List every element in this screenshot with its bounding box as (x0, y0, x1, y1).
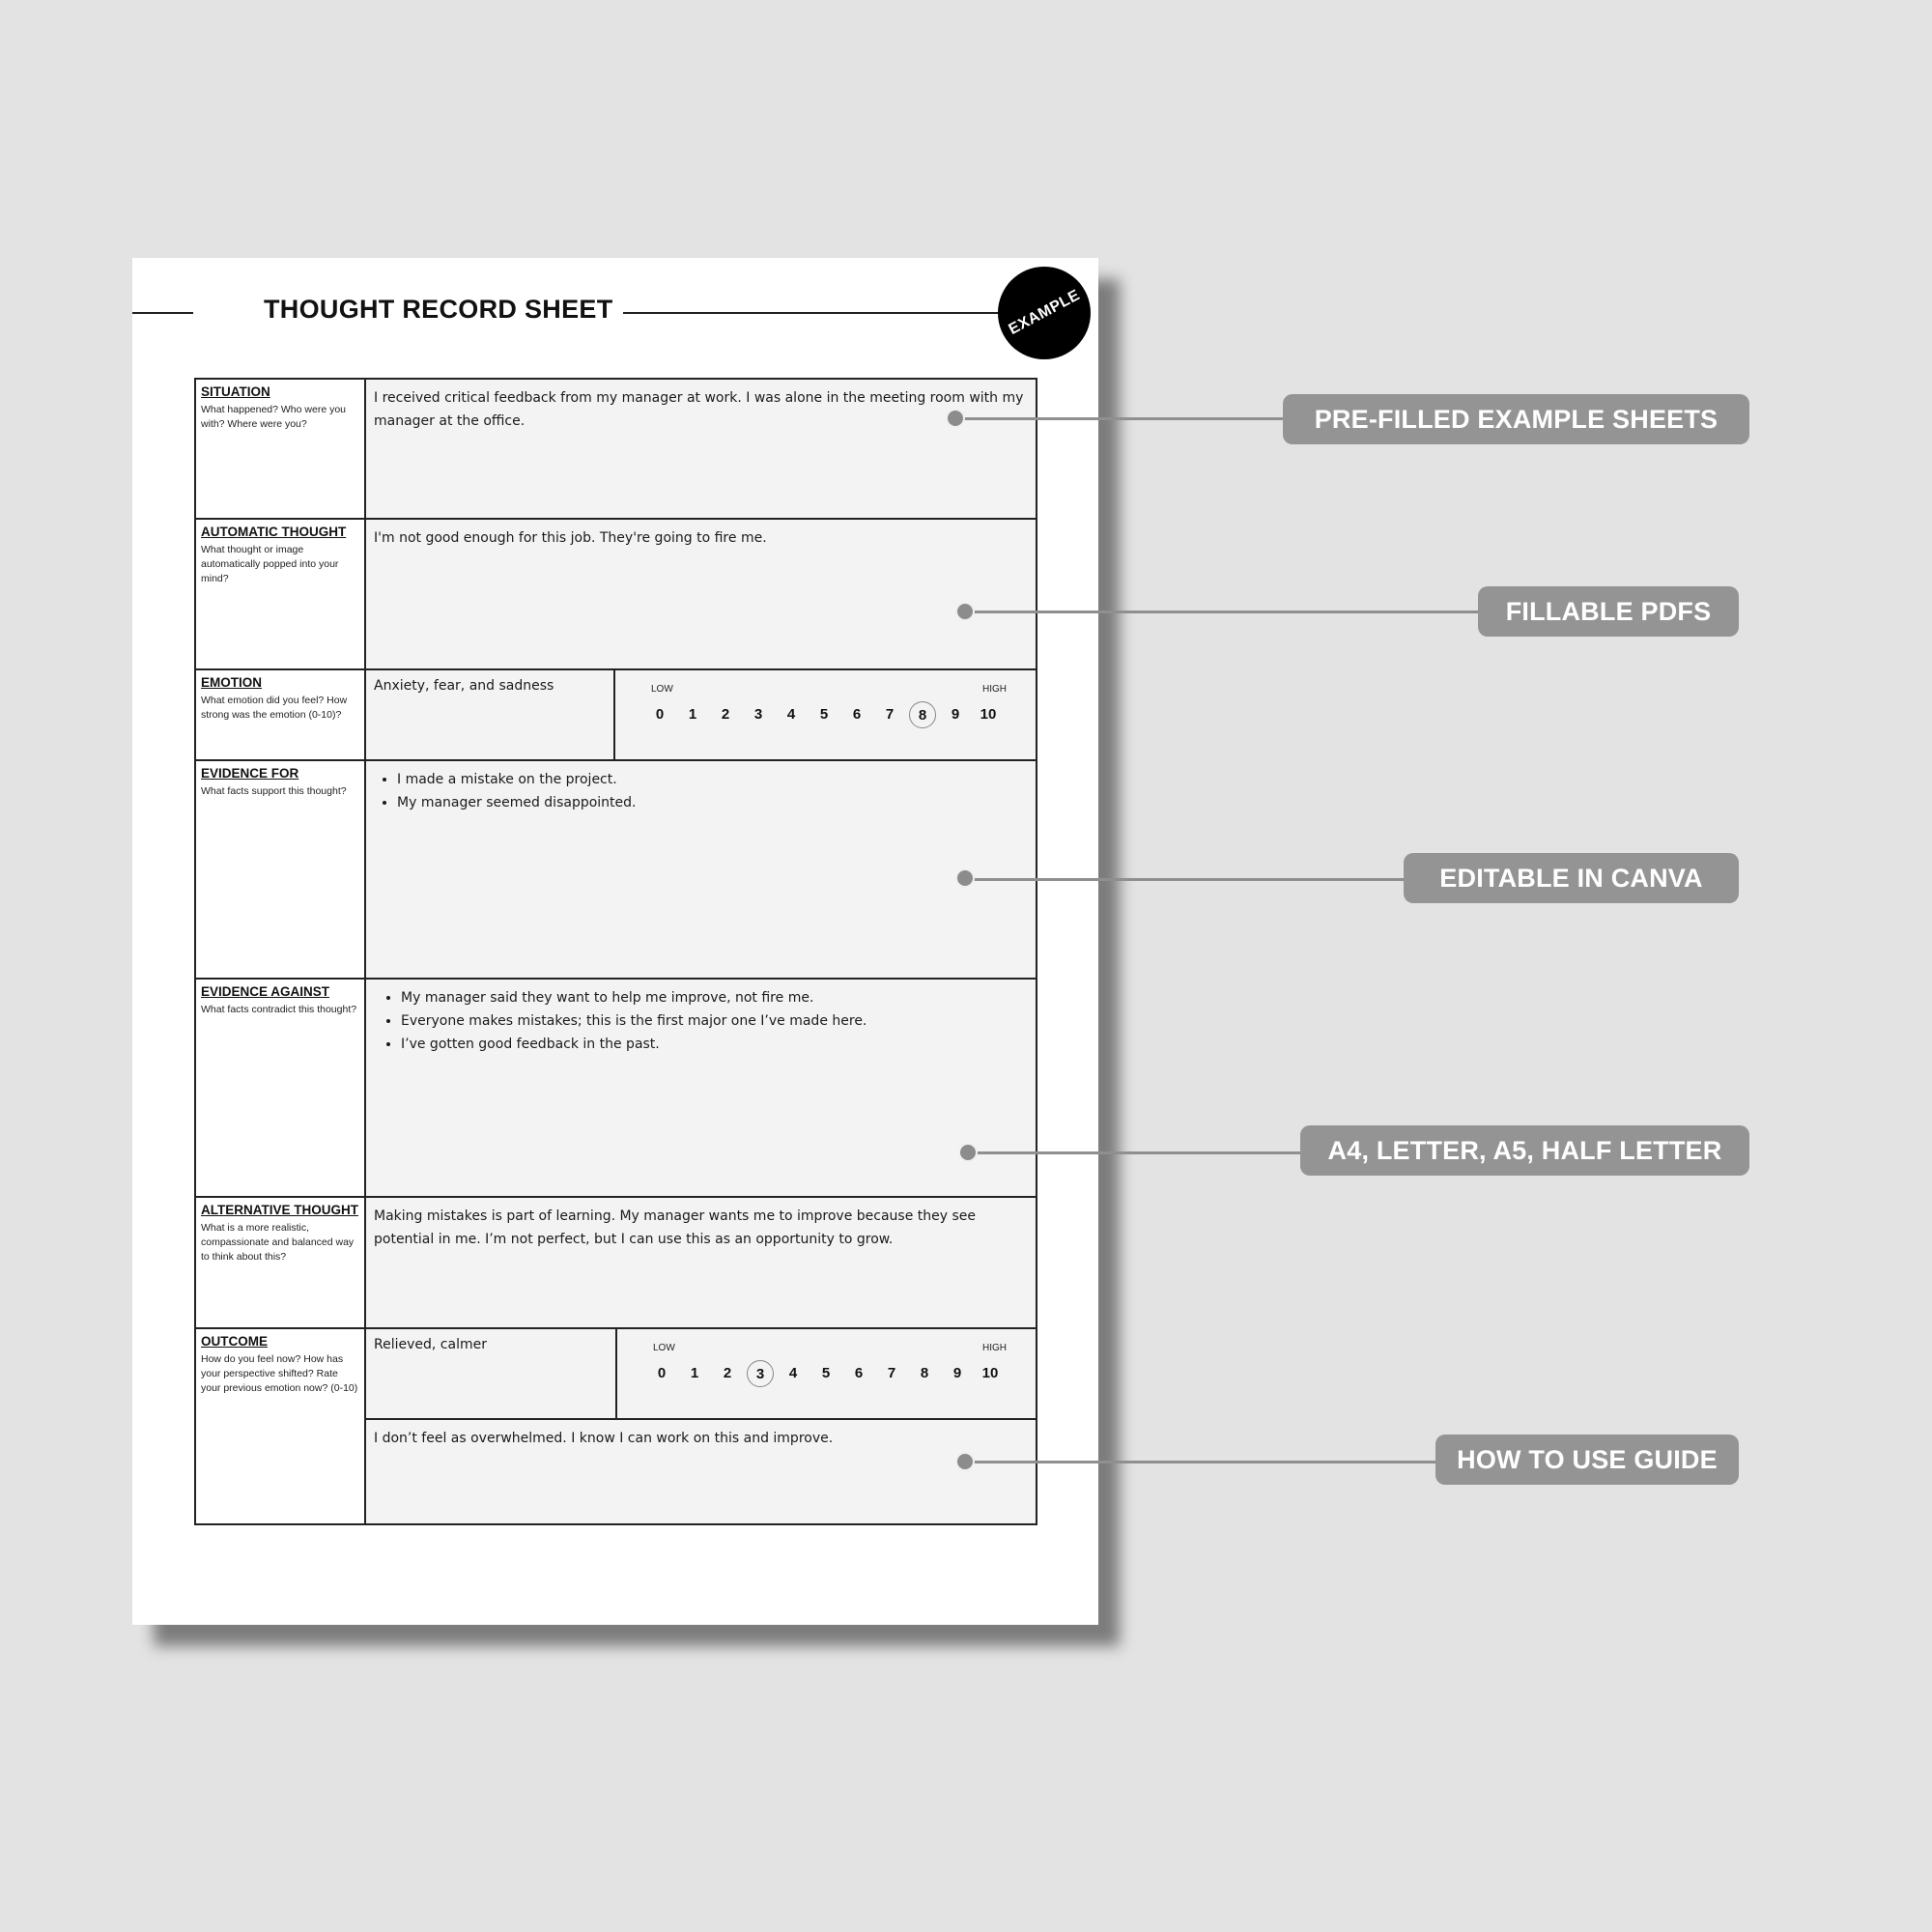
emotion-rating-scale (615, 670, 1036, 759)
scale-value-0[interactable]: 0 (657, 1365, 667, 1381)
evidence-against-list (374, 986, 1028, 1056)
label-cell (196, 1198, 366, 1327)
scale-value-9[interactable]: 9 (951, 706, 960, 723)
row-alternative-thought (196, 1198, 1036, 1329)
callout-paper-sizes: A4, LETTER, A5, HALF LETTER (1300, 1125, 1749, 1176)
scale-value-7[interactable]: 7 (887, 1365, 896, 1381)
scale-value-10[interactable]: 10 (980, 706, 997, 723)
scale-value-1[interactable]: 1 (690, 1365, 699, 1381)
automatic-thought-answer-field[interactable]: I'm not good enough for this job. They're going to fire me. (366, 520, 1036, 668)
scale-value-8[interactable]: 8 (920, 1365, 929, 1381)
scale-high-label: HIGH (982, 1343, 1007, 1353)
callout-pre-filled-example-sheets: PRE-FILLED EXAMPLE SHEETS (1283, 394, 1749, 444)
scale-value-10[interactable]: 10 (981, 1365, 999, 1381)
alternative-thought-answer-field[interactable]: Making mistakes is part of learning. My manager wants me to improve because they see potential in me. I’m not perfect, but I can use this as an opportunity to grow. (366, 1198, 1036, 1327)
scale-value-1[interactable]: 1 (688, 706, 697, 723)
evidence-against-answer-field[interactable] (366, 980, 1036, 1196)
callout-editable-in-canva: EDITABLE IN CANVA (1404, 853, 1739, 903)
example-badge-label: EXAMPLE (1006, 287, 1083, 339)
callout-connector (969, 1151, 1302, 1154)
scale-value-6[interactable]: 6 (854, 1365, 864, 1381)
scale-value-3[interactable]: 3 (747, 1360, 774, 1387)
row-automatic-thought (196, 520, 1036, 670)
list-item: • I made a mistake on the project. (397, 768, 1028, 791)
row-emotion (196, 670, 1036, 761)
label-cell (196, 761, 366, 978)
row-evidence-for (196, 761, 1036, 980)
scale-low-label: LOW (651, 684, 673, 695)
example-badge (998, 267, 1091, 359)
row-prompt: What facts support this thought? (201, 785, 347, 797)
worksheet-page (132, 258, 1098, 1625)
scale-value-5[interactable]: 5 (819, 706, 829, 723)
row-heading: EMOTION (201, 675, 262, 690)
outcome-answer-field[interactable]: Relieved, calmer (366, 1329, 617, 1418)
scale-high-label: HIGH (982, 684, 1007, 695)
scale-value-4[interactable]: 4 (786, 706, 796, 723)
row-prompt: How do you feel now? How has your perspective shifted? Rate your previous emotion now? (0-10) (201, 1353, 358, 1394)
callout-dot (955, 602, 975, 621)
row-prompt: What is a more realistic, compassionate and balanced way to think about this? (201, 1222, 355, 1263)
scale-value-4[interactable]: 4 (788, 1365, 798, 1381)
scale-value-0[interactable]: 0 (655, 706, 665, 723)
outcome-rating-area (366, 1329, 1036, 1420)
outcome-rating-scale (617, 1329, 1036, 1418)
title-rule-right (623, 312, 1009, 314)
row-heading: EVIDENCE AGAINST (201, 984, 330, 999)
list-item: • My manager said they want to help me improve, not fire me. (401, 986, 1028, 1009)
scale-value-8[interactable]: 8 (909, 701, 936, 728)
row-heading: OUTCOME (201, 1334, 268, 1349)
callout-how-to-use-guide: HOW TO USE GUIDE (1435, 1435, 1739, 1485)
callout-dot (958, 1143, 978, 1162)
outcome-scale-numbers (648, 1360, 1013, 1389)
callout-dot (946, 409, 965, 428)
row-prompt: What thought or image automatically popped into your mind? (201, 544, 339, 584)
row-prompt: What emotion did you feel? How strong was the emotion (0-10)? (201, 695, 348, 721)
label-cell (196, 520, 366, 668)
label-cell (196, 670, 366, 759)
callout-connector (956, 417, 1285, 420)
scale-value-6[interactable]: 6 (852, 706, 862, 723)
scale-value-3[interactable]: 3 (753, 706, 763, 723)
evidence-for-list (374, 768, 1028, 814)
callout-connector (966, 611, 1480, 613)
row-heading: ALTERNATIVE THOUGHT (201, 1203, 358, 1217)
row-heading: SITUATION (201, 384, 270, 399)
row-outcome (196, 1329, 1036, 1523)
row-situation (196, 380, 1036, 520)
list-item: • Everyone makes mistakes; this is the first major one I’ve made here. (401, 1009, 1028, 1033)
sheet-title: THOUGHT RECORD SHEET (264, 295, 613, 324)
thought-record-table (194, 378, 1037, 1525)
scale-value-5[interactable]: 5 (821, 1365, 831, 1381)
scale-value-2[interactable]: 2 (721, 706, 730, 723)
callout-connector (966, 878, 1406, 881)
emotion-scale-numbers (646, 701, 1011, 730)
row-evidence-against (196, 980, 1036, 1198)
scale-value-9[interactable]: 9 (952, 1365, 962, 1381)
scale-low-label: LOW (653, 1343, 675, 1353)
situation-answer-field[interactable]: I received critical feedback from my manager at work. I was alone in the meeting room with my manager at the office. (366, 380, 1036, 518)
row-prompt: What facts contradict this thought? (201, 1004, 357, 1015)
row-heading: AUTOMATIC THOUGHT (201, 525, 347, 539)
row-heading: EVIDENCE FOR (201, 766, 299, 781)
callout-connector (966, 1461, 1437, 1463)
row-prompt: What happened? Who were you with? Where were you? (201, 404, 347, 430)
emotion-answer-field[interactable]: Anxiety, fear, and sadness (366, 670, 615, 759)
callout-dot (955, 868, 975, 888)
label-cell (196, 980, 366, 1196)
scale-value-2[interactable]: 2 (723, 1365, 732, 1381)
list-item: • My manager seemed disappointed. (397, 791, 1028, 814)
title-rule-left (132, 312, 193, 314)
callout-dot (955, 1452, 975, 1471)
outcome-reflection-field[interactable]: I don’t feel as overwhelmed. I know I can work on this and improve. (366, 1420, 1036, 1523)
evidence-for-answer-field[interactable] (366, 761, 1036, 978)
callout-fillable-pdfs: FILLABLE PDFS (1478, 586, 1739, 637)
list-item: • I’ve gotten good feedback in the past. (401, 1033, 1028, 1056)
label-cell (196, 380, 366, 518)
label-cell (196, 1329, 366, 1523)
scale-value-7[interactable]: 7 (885, 706, 895, 723)
